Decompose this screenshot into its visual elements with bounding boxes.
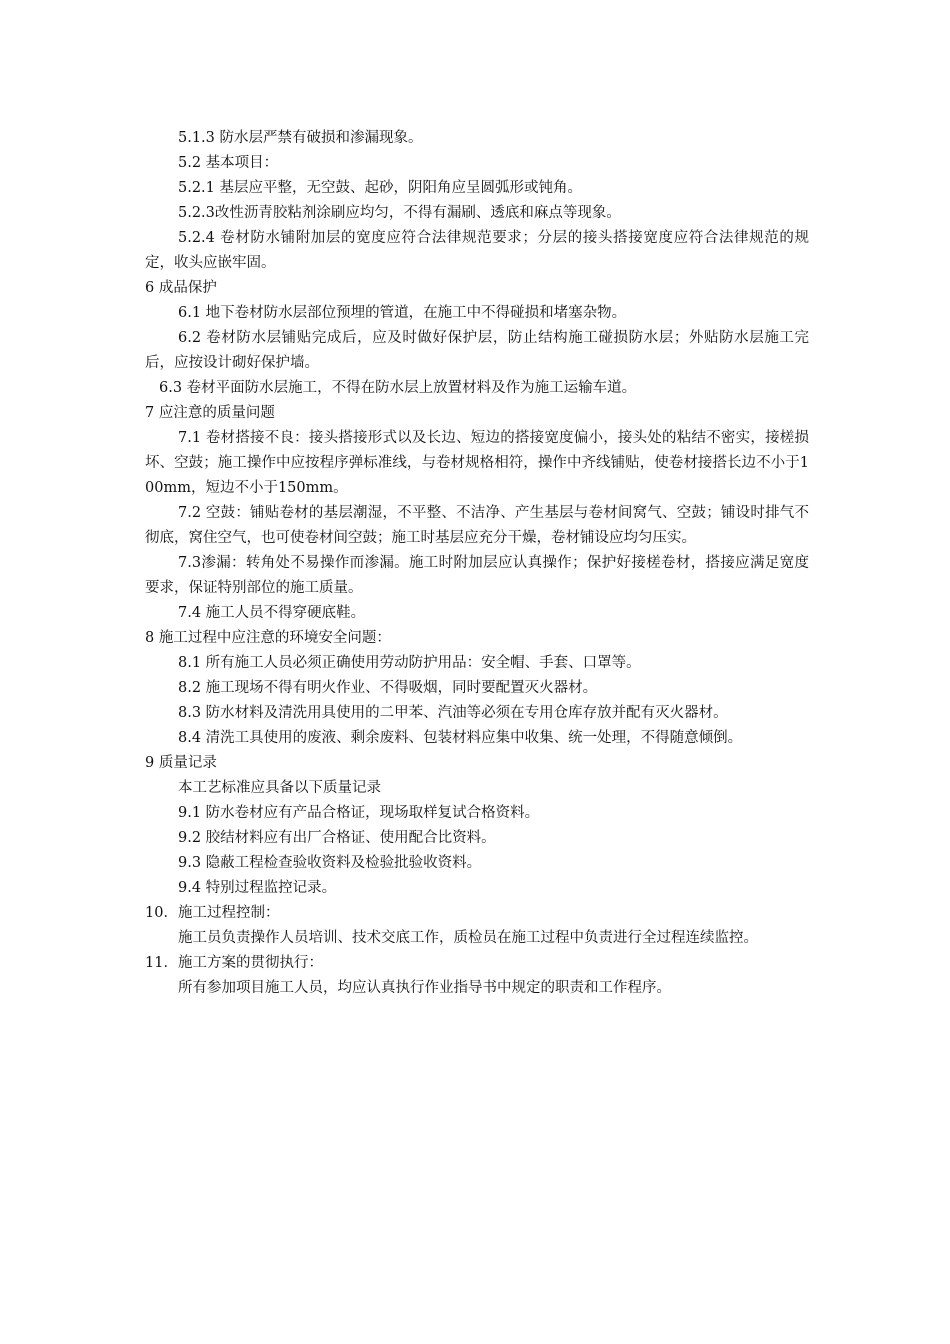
clause-7-2: 7.2 空鼓：铺贴卷材的基层潮湿，不平整、不洁净、产生基层与卷材间窝气、空鼓；铺设时排气不彻底，窝住空气，也可使卷材间空鼓；施工时基层应充分干燥，卷材铺设应均匀压实。 [145,505,809,546]
clause-8-4: 8.4 清洗工具使用的废液、剩余废料、包装材料应集中收集、统一处理，不得随意倾倒。 [178,730,743,746]
clause-9-intro: 本工艺标准应具备以下质量记录 [178,780,381,796]
clause-9-3: 9.3 隐蔽工程检查验收资料及检验批验收资料。 [178,855,482,871]
clause-9-1: 9.1 防水卷材应有产品合格证，现场取样复试合格资料。 [178,805,540,821]
clause-8-1: 8.1 所有施工人员必须正确使用劳动防护用品：安全帽、手套、口罩等。 [178,655,641,671]
clause-5-2-1: 5.2.1 基层应平整，无空鼓、起砂，阴阳角应呈圆弧形或钝角。 [178,180,583,196]
clause-5-1-3: 5.1.3 防水层严禁有破损和渗漏现象。 [178,130,423,146]
clause-8-2: 8.2 施工现场不得有明火作业、不得吸烟，同时要配置灭火器材。 [178,680,598,696]
clause-5-2-4: 5.2.4 卷材防水铺附加层的宽度应符合法律规范要求；分层的接头搭接宽度应符合法律规范的规定，收头应嵌牢固。 [145,230,809,271]
section-heading-11: 11．施工方案的贯彻执行： [145,955,323,971]
clause-9-2: 9.2 胶结材料应有出厂合格证、使用配合比资料。 [178,830,496,846]
clause-7-3: 7.3渗漏：转角处不易操作而渗漏。施工时附加层应认真操作；保护好接槎卷材，搭接应满足宽度要求，保证特别部位的施工质量。 [145,555,809,596]
section-heading-9: 9 质量记录 [145,755,217,771]
clause-8-3: 8.3 防水材料及清洗用具使用的二甲苯、汽油等必须在专用仓库存放并配有灭火器材。 [178,705,728,721]
section-heading-10: 10．施工过程控制： [145,905,280,921]
clause-5-2: 5.2 基本项目： [178,155,279,171]
clause-6-2: 6.2 卷材防水层铺贴完成后，应及时做好保护层，防止结构施工碰损防水层；外贴防水层施工完后，应按设计砌好保护墙。 [145,330,809,371]
section-heading-6: 6 成品保护 [145,280,217,296]
clause-7-1: 7.1 卷材搭接不良：接头搭接形式以及长边、短边的搭接宽度偏小，接头处的粘结不密实，接槎损坏、空鼓；施工操作中应按程序弹标准线，与卷材规格相符，操作中齐线铺贴，使卷材接搭长边不小于100mm，短边不小于150mm。 [145,430,809,496]
clause-5-2-3: 5.2.3改性沥青胶粘剂涂刷应均匀，不得有漏刷、透底和麻点等现象。 [178,205,621,221]
clause-6-3: 6.3 卷材平面防水层施工，不得在防水层上放置材料及作为施工运输车道。 [159,380,637,396]
clause-7-4: 7.4 施工人员不得穿硬底鞋。 [178,605,366,621]
clause-6-1: 6.1 地下卷材防水层部位预埋的管道，在施工中不得碰损和堵塞杂物。 [178,305,627,321]
clause-11-body: 所有参加项目施工人员，均应认真执行作业指导书中规定的职责和工作程序。 [178,980,671,996]
document-body [145,126,809,1001]
clause-10-body: 施工员负责操作人员培训、技术交底工作，质检员在施工过程中负责进行全过程连续监控。 [178,930,758,946]
section-heading-7: 7 应注意的质量问题 [145,405,275,421]
section-heading-8: 8 施工过程中应注意的环境安全问题： [145,630,391,646]
clause-9-4: 9.4 特别过程监控记录。 [178,880,337,896]
